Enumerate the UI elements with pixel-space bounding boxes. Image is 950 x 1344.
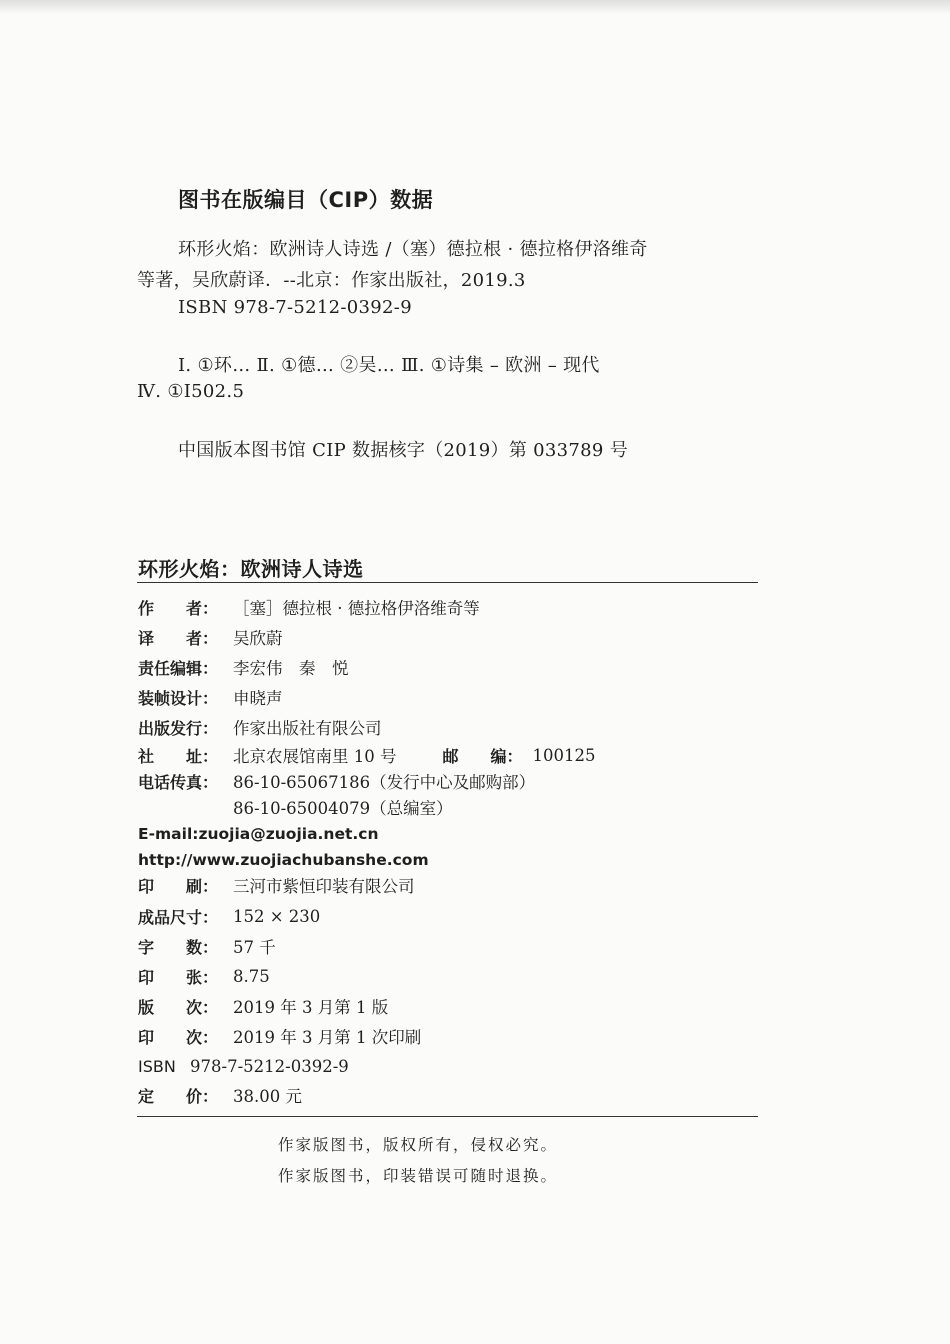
return-notice: 作家版图书，印装错误可随时退换。 [278,1167,559,1185]
info-row-editor [138,654,349,680]
info-label: 成品尺寸： [138,907,219,927]
info-row-printer [138,872,415,898]
info-label: 作 者： [138,598,219,618]
postcode-label: 邮 编： [442,746,523,766]
info-row-sheets [138,963,270,989]
info-label: 责任编辑： [138,658,219,678]
info-row-edition [138,993,388,1019]
cip-approval: 中国版本图书馆 CIP 数据核字（2019）第 033789 号 [178,440,629,461]
info-value: 李宏伟 秦 悦 [233,659,349,678]
cip-classification-1: Ⅰ. ①环… Ⅱ. ①德… ②吴… Ⅲ. ①诗集 – 欧洲 – 现代 [178,355,600,376]
info-value: 8.75 [233,966,270,986]
info-value: 86-10-65067186（发行中心及邮购部） [233,773,536,792]
top-rule [137,582,758,583]
info-value: 152 × 230 [233,906,321,926]
info-value: 2019 年 3 月第 1 版 [233,998,389,1017]
info-value: ［塞］德拉根 · 德拉格伊洛维奇等 [233,599,480,618]
info-label: 电话传真： [138,772,219,792]
postcode-value: 100125 [532,745,596,765]
copyright-notice: 作家版图书，版权所有，侵权必究。 [278,1136,559,1154]
info-label: 印 刷： [138,876,219,896]
info-row-website [138,847,429,873]
info-row-address [138,742,596,768]
info-row-printing [138,1023,421,1049]
cip-line-1: 环形火焰：欧洲诗人诗选 /（塞）德拉根 · 德拉格伊洛维奇 [178,239,648,260]
info-value: 申晓声 [233,689,283,708]
info-label: 版 次： [138,997,219,1017]
info-label: ISBN [138,1056,176,1076]
info-row-wordcount [138,933,276,959]
info-row-publisher [138,714,382,740]
cip-isbn: ISBN 978-7-5212-0392-9 [178,297,412,318]
info-value: 57 千 [233,938,276,957]
scan-edge [0,0,950,14]
email-link[interactable]: E-mail:zuojia@zuojia.net.cn [138,825,379,843]
website-link[interactable]: http://www.zuojiachubanshe.com [138,851,429,869]
info-label: 字 数： [138,937,219,957]
info-row-translator [138,624,283,650]
cip-line-2: 等著，吴欣蔚译．--北京：作家出版社，2019.3 [137,270,526,291]
info-value: 86-10-65004079（总编室） [233,799,453,818]
book-title: 环形火焰：欧洲诗人诗选 [138,557,364,581]
info-row-isbn [138,1053,349,1079]
info-value: 978-7-5212-0392-9 [190,1056,349,1076]
info-row-phone-2 [233,794,453,820]
info-row-email [138,821,379,847]
info-label: 出版发行： [138,718,219,738]
info-value: 三河市紫恒印装有限公司 [233,877,415,896]
info-value: 作家出版社有限公司 [233,719,382,738]
info-label: 定 价： [138,1086,219,1106]
info-row-design [138,684,283,710]
info-row-phone [138,768,535,794]
info-value: 38.00 元 [233,1087,302,1106]
cip-classification-2: Ⅳ. ①I502.5 [137,381,245,402]
info-label: 译 者： [138,628,219,648]
info-value: 北京农展馆南里 10 号 [233,747,397,766]
info-row-author [138,594,480,620]
info-row-price [138,1082,302,1108]
bottom-rule [137,1116,758,1117]
info-value: 吴欣蔚 [233,629,283,648]
info-label: 印 张： [138,967,219,987]
info-label: 社 址： [138,746,219,766]
info-row-size [138,903,320,929]
info-value: 2019 年 3 月第 1 次印刷 [233,1028,422,1047]
cip-heading: 图书在版编目（CIP）数据 [178,188,434,212]
info-label: 装帧设计： [138,688,219,708]
info-label: 印 次： [138,1027,219,1047]
